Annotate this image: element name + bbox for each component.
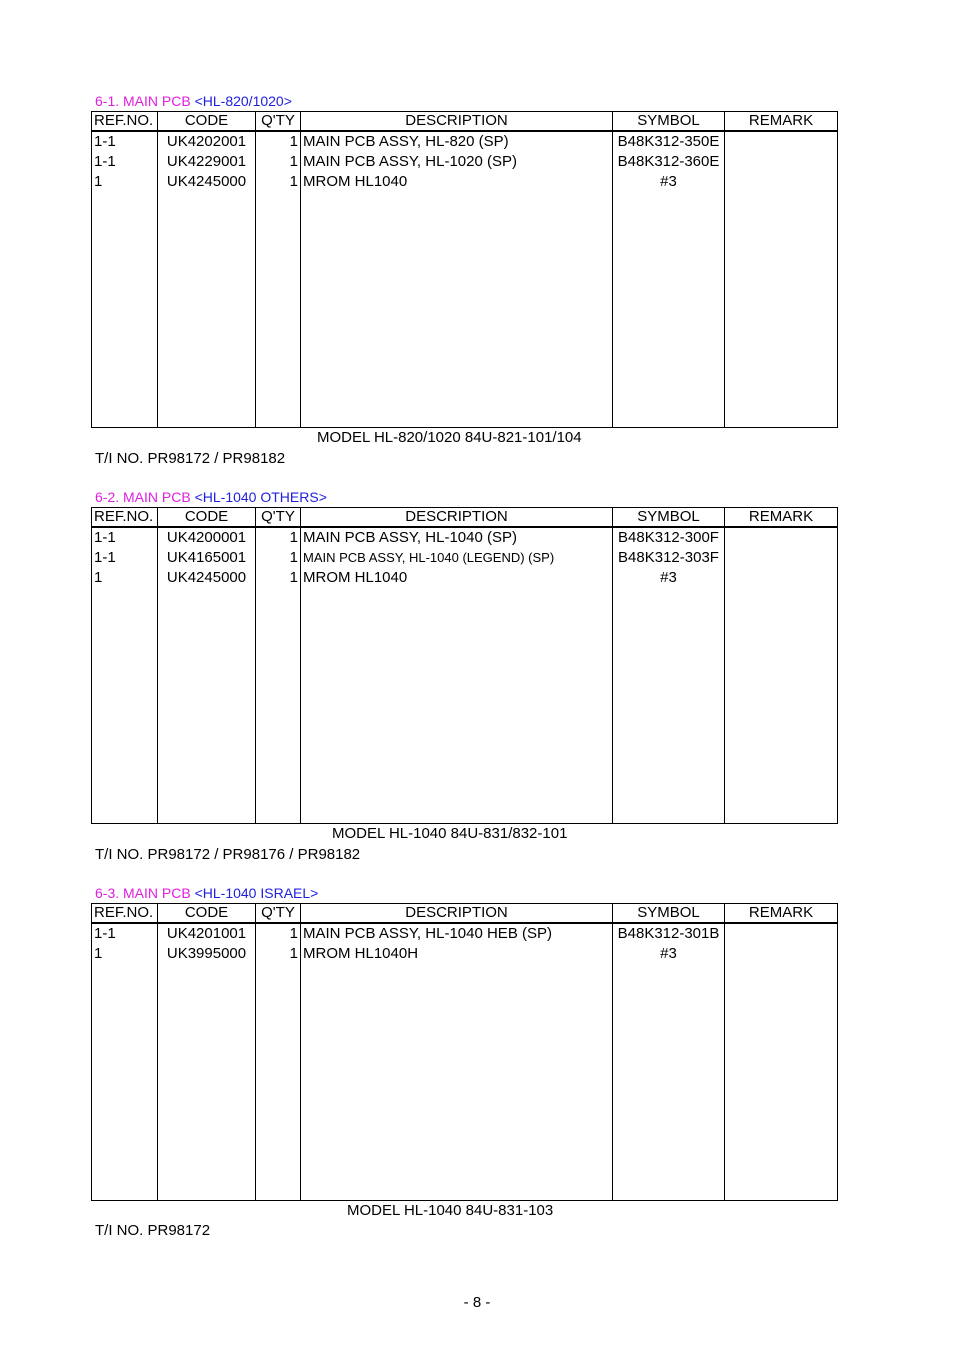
cell-remark [725,152,838,172]
cell-description: MAIN PCB ASSY, HL-1040 HEB (SP) [301,923,613,944]
cell-code: UK4229001 [158,152,256,172]
header-remark: REMARK [725,112,838,132]
cell-refno: 1 [92,568,158,588]
cell-symbol: B48K312-301B [613,923,725,944]
section-title [91,883,837,903]
cell-remark [725,923,838,944]
cell-remark [725,131,838,152]
table-row [92,944,838,964]
header-qty: Q'TY [256,904,301,924]
section-6-2 [91,487,837,824]
cell-symbol: #3 [613,172,725,192]
table-row [92,548,838,568]
cell-code: UK4245000 [158,172,256,192]
cell-code: UK4201001 [158,923,256,944]
header-description: DESCRIPTION [301,904,613,924]
table-header-row [92,112,838,132]
cell-remark [725,944,838,964]
model-line: MODEL HL-820/1020 84U-821-101/104 [317,429,582,446]
cell-code: UK3995000 [158,944,256,964]
cell-remark [725,548,838,568]
cell-remark [725,527,838,548]
section-6-3 [91,883,837,1201]
cell-description: MAIN PCB ASSY, HL-1040 (SP) [301,527,613,548]
section-6-1 [91,91,837,428]
parts-table [91,507,838,824]
cell-refno: 1-1 [92,527,158,548]
cell-code: UK4202001 [158,131,256,152]
ti-number-line: T/I NO. PR98172 [95,1222,211,1239]
table-filler-row [92,192,838,428]
header-symbol: SYMBOL [613,112,725,132]
page-number: - 8 - [463,1294,491,1311]
table-header-row [92,508,838,528]
cell-symbol: B48K312-360E [613,152,725,172]
header-qty: Q'TY [256,508,301,528]
cell-description: MROM HL1040 [301,172,613,192]
section-number: 6-2. MAIN PCB [95,489,195,505]
cell-symbol: B48K312-303F [613,548,725,568]
header-symbol: SYMBOL [613,904,725,924]
header-description: DESCRIPTION [301,112,613,132]
header-description: DESCRIPTION [301,508,613,528]
header-code: CODE [158,508,256,528]
cell-qty: 1 [256,944,301,964]
cell-remark [725,172,838,192]
cell-symbol: #3 [613,944,725,964]
section-number: 6-3. MAIN PCB [95,885,195,901]
header-symbol: SYMBOL [613,508,725,528]
cell-refno: 1-1 [92,923,158,944]
cell-qty: 1 [256,548,301,568]
cell-refno: 1-1 [92,131,158,152]
cell-remark [725,568,838,588]
cell-description: MAIN PCB ASSY, HL-820 (SP) [301,131,613,152]
header-refno: REF.NO. [92,112,158,132]
header-qty: Q'TY [256,112,301,132]
section-model: <HL-1040 OTHERS> [194,489,327,505]
section-title [91,91,837,111]
cell-qty: 1 [256,172,301,192]
cell-code: UK4245000 [158,568,256,588]
header-remark: REMARK [725,508,838,528]
cell-code: UK4165001 [158,548,256,568]
table-filler-row [92,588,838,824]
cell-code: UK4200001 [158,527,256,548]
cell-description: MAIN PCB ASSY, HL-1020 (SP) [301,152,613,172]
table-row [92,923,838,944]
header-remark: REMARK [725,904,838,924]
section-title [91,487,837,507]
cell-qty: 1 [256,527,301,548]
cell-description: MROM HL1040H [301,944,613,964]
cell-refno: 1 [92,944,158,964]
cell-description: MAIN PCB ASSY, HL-1040 (LEGEND) (SP) [301,548,613,568]
header-code: CODE [158,904,256,924]
cell-refno: 1 [92,172,158,192]
table-row [92,568,838,588]
cell-refno: 1-1 [92,152,158,172]
table-row [92,527,838,548]
cell-symbol: B48K312-350E [613,131,725,152]
table-row [92,152,838,172]
cell-refno: 1-1 [92,548,158,568]
table-header-row [92,904,838,924]
table-filler-row [92,964,838,1201]
cell-symbol: B48K312-300F [613,527,725,548]
section-number: 6-1. MAIN PCB [95,93,195,109]
parts-table [91,903,838,1201]
header-refno: REF.NO. [92,904,158,924]
header-code: CODE [158,112,256,132]
ti-number-line: T/I NO. PR98172 / PR98176 / PR98182 [95,846,361,863]
cell-description: MROM HL1040 [301,568,613,588]
cell-qty: 1 [256,131,301,152]
ti-number-line: T/I NO. PR98172 / PR98182 [95,450,286,467]
model-line: MODEL HL-1040 84U-831/832-101 [332,825,568,842]
cell-qty: 1 [256,923,301,944]
table-row [92,131,838,152]
cell-qty: 1 [256,568,301,588]
parts-table [91,111,838,428]
header-refno: REF.NO. [92,508,158,528]
section-model: <HL-820/1020> [194,93,292,109]
cell-symbol: #3 [613,568,725,588]
table-row [92,172,838,192]
section-model: <HL-1040 ISRAEL> [194,885,319,901]
cell-qty: 1 [256,152,301,172]
model-line: MODEL HL-1040 84U-831-103 [347,1202,554,1219]
